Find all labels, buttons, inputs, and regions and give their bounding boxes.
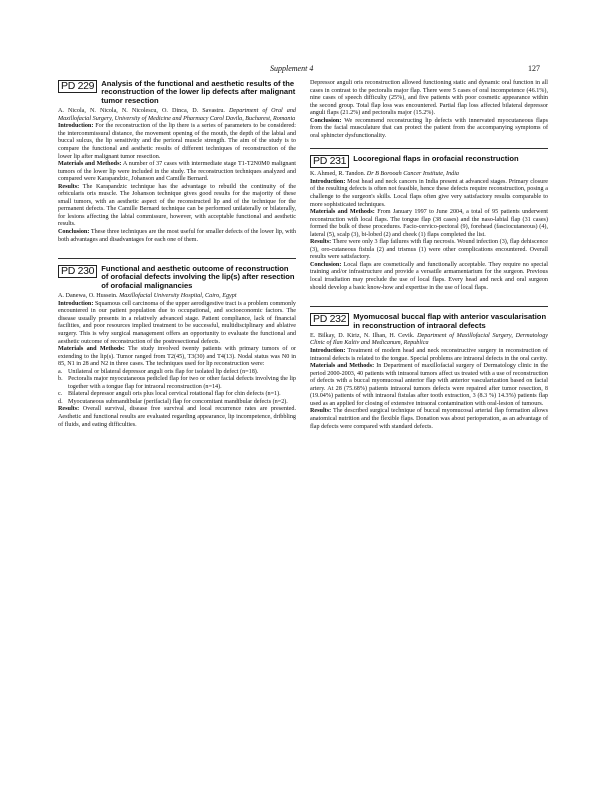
abstract-authors bbox=[58, 108, 296, 123]
section-text: The described surgical technique of buccal myomucosal arterial flap formation allows anatomical nutrition and the flexible flaps. Donation was about perioperation, as an advantage of flap defects were compared with standard defects. bbox=[310, 408, 548, 430]
list-text: Bilateral depressor anguli oris plus local cervical rotational flap for chin defects (n=1). bbox=[68, 391, 281, 398]
abstract-code: PD 232 bbox=[310, 313, 349, 326]
section-label: Results: bbox=[310, 408, 332, 415]
section-text: For the reconstruction of the lip there is a series of parameters to be considered: the intercommissural distance, the movement opening of the mouth, the depth of the labial and buccal sulcus, the lip sensitivity and the perioral muscle strength. The aim of the study is to compare the functional and aesthetic results of different techniques of reconstruction of the lower lip after malignant tumor resection. bbox=[58, 123, 296, 160]
left-column bbox=[58, 80, 296, 443]
section-text: These three techniques are the most useful for smaller defects of the lower lip, with both advantages and disadvantages for each one of them. bbox=[58, 228, 296, 243]
abstract-code: PD 231 bbox=[310, 155, 349, 168]
section-text: Treatment of modern head and neck reconstructive surgery in reconstruction of intraoral defects is related to the tongue. Special problems are intraoral defects in the oral cavity. bbox=[310, 348, 548, 362]
author-list: K. Ahmed, R. Tandon. bbox=[310, 171, 366, 178]
list-marker: c. bbox=[58, 391, 63, 398]
author-list: A. Danewa, O. Hussein. bbox=[58, 293, 118, 300]
section-text: There were only 3 flap failures with flap necrosis. Wound infection (3), flap dehiscence (3), oro-cutaneous fistula (2) and trismus (1) were other complications encountered. Overall results were satisfactory. bbox=[310, 239, 548, 261]
abstract-introduction bbox=[310, 348, 548, 363]
section-label: Results: bbox=[58, 406, 80, 413]
section-label: Introduction: bbox=[310, 348, 346, 355]
abstract-results bbox=[310, 408, 548, 431]
abstract-results bbox=[310, 239, 548, 262]
abstract-methods bbox=[310, 209, 548, 239]
abstract-results bbox=[58, 184, 296, 229]
author-affiliation: Dr B Borooah Cancer Institute, India bbox=[366, 171, 459, 178]
section-text: In Department of maxillofacial surgery of Dermatology clinic in the period 2000-2003, 40 patients with intraoral tumors affect us treated with a use of reconstruction of defects with a buccal myomucosal anterior flap with anterior vascularization based on facial artery. At 28 (75.68%) patients intraoral tumors defects were repaired after tumor resection, 8 (19.04%) patients of with intraoral fistulas after tooth extraction, 3 (8.3 %) 14.3%) patients flap used as an applied for closing of extensive intraoral contamination with oral-lesion of tumours. bbox=[310, 363, 548, 407]
abstract-heading bbox=[310, 313, 548, 330]
abstract-pd232 bbox=[310, 306, 548, 431]
section-label: Materials and Methods: bbox=[310, 363, 375, 370]
list-marker: d. bbox=[58, 398, 63, 405]
abstract-methods bbox=[310, 363, 548, 408]
section-text: We recommend reconstructing lip defects with innervated myocutaneous flaps from the facial musculature that can protect the patient from the accompanying symptoms of oral sphincter dysfunctionality. bbox=[310, 117, 548, 139]
section-label: Materials and Methods: bbox=[58, 346, 125, 353]
abstract-title: Analysis of the functional and aesthetic results of the reconstruction of the lower lip defects after malignant tumor resection bbox=[101, 79, 296, 105]
right-column bbox=[310, 80, 548, 445]
section-label: Introduction: bbox=[58, 123, 94, 130]
abstract-authors bbox=[310, 333, 548, 348]
abstract-code: PD 229 bbox=[58, 80, 97, 93]
section-text: Most head and neck cancers in India present at advanced stages. Primary closure of the resulting defects is often not feasible, hence these defects require reconstruction, posing a challenge to the surgeon's skills. Local flaps often give very satisfactory results comparable to more sophisticated techniques. bbox=[310, 178, 548, 208]
section-label: Materials and Methods: bbox=[310, 209, 375, 216]
abstract-methods bbox=[58, 346, 296, 369]
section-label: Introduction: bbox=[310, 178, 346, 185]
section-label: Conclusion: bbox=[58, 228, 90, 235]
abstract-heading bbox=[58, 265, 296, 290]
list-marker: a. bbox=[58, 368, 63, 375]
list-text: Pectoralis major myocutaneous pedicled flap for two or other facial defects involving the lip together with a tongue flap for intraoral reconstruction (n=14). bbox=[68, 376, 296, 390]
abstract-introduction bbox=[58, 301, 296, 346]
section-text: The study involved twenty patients with primary tumors of or extending to the lip(s). Tumor ranged from T2(45), T3(30) and T4(13). Nodal status was N0 in 85, N1 in 28 and N2 in three cases. The techniques used for lip reconstruction were: bbox=[58, 346, 296, 368]
author-affiliation: Maxillofacial University Hospital, Cairo, Egypt bbox=[119, 293, 237, 300]
abstract-pd230 bbox=[58, 258, 296, 429]
list-text: Myocutaneous submandibular (perifacial) flap for concomitant mandibular defects (n=2). bbox=[68, 398, 288, 405]
continued-results: Depressor anguli oris reconstruction allowed functioning static and dynamic oral function in all cases in contrast to the pectoralis major flap. There were 5 cases of oral incompetence (46.1%), nine cases of speech difficulty (25%), and five patients with poor cosmetic appearance within the second group. Total flap loss was encountered. Partial flap loss affected bilateral depressor anguli flaps (21.2%) and pectoralis major (15.2%). bbox=[310, 80, 548, 117]
section-text: Squamous cell carcinoma of the upper aerodigestive tract is a problem commonly encountered in our patient population due to occupational, and socioeconomic factors. The disease usually presents in a relatively advanced stage. Patient compliance, lack of financial facilities, and poor resources implied treatment to be successful, multidisciplinary and ablative surgery. This is why surgical management offers an opportunity to evaluate the functional and aesthetic outcome of reconstruction of the postresectional defects. bbox=[58, 300, 296, 345]
abstract-results bbox=[58, 406, 296, 429]
section-label: Conclusion: bbox=[310, 117, 342, 124]
abstract-title: Functional and aesthetic outcome of reconstruction of orofacial defects involving the lip(s) after resection of orofacial malignancies bbox=[101, 264, 295, 290]
continued-conclusion bbox=[310, 118, 548, 141]
abstract-heading bbox=[310, 155, 548, 168]
page-number: 127 bbox=[528, 64, 540, 73]
abstract-authors bbox=[58, 293, 296, 301]
abstract-introduction bbox=[58, 123, 296, 161]
section-text: Overall survival, disease free survival and local recurrence rates are presented. Aesthetic and functional results are evaluated regarding appearance, lip incompetence, dribbling of fluids, and eating difficulties. bbox=[58, 406, 296, 428]
list-marker: b. bbox=[58, 376, 63, 383]
technique-list bbox=[58, 369, 296, 407]
section-text: A number of 37 cases with intermediate stage T1-T2N0M0 malignant tumors of the lower lip were included in the study. The reconstruction techniques analyzed and compared were Karapandzic, Johanson and Camille Bernard. bbox=[58, 161, 296, 183]
list-text: Unilateral or bilateral depressor anguli oris flap for isolated lip defect (n=18). bbox=[68, 368, 259, 375]
abstract-title: Myomucosal buccal flap with anterior vascularisation in reconstruction of intraoral defects bbox=[353, 312, 547, 330]
journal-title: Supplement 4 bbox=[270, 64, 314, 73]
abstract-code: PD 230 bbox=[58, 265, 97, 278]
list-item bbox=[58, 376, 296, 391]
abstract-pd231 bbox=[310, 148, 548, 292]
abstract-pd229 bbox=[58, 80, 296, 244]
abstract-title: Locoregional flaps in orofacial reconstruction bbox=[353, 154, 519, 164]
section-label: Introduction: bbox=[58, 300, 94, 307]
author-affiliation: Department of Maxillofacial Surgery, Dermatology Clinic of Ilan Kaltiv and Medicanum, Republica bbox=[310, 332, 548, 347]
section-text: From January 1997 to June 2004, a total of 95 patients underwent reconstruction with local flaps. The tongue flap (38 cases) and the naso-labial flap (31 cases) formed the bulk of these procedures. Facio-cervico-pectoral (9), forehead (fasciocutaneous) (4), lateral (5), scalp (3), bi-lobed (2) and cheek (1) flaps completed the list. bbox=[310, 209, 548, 238]
abstract-heading bbox=[58, 80, 296, 105]
section-label: Materials and Methods: bbox=[58, 161, 122, 168]
abstract-authors bbox=[310, 171, 548, 179]
page-header bbox=[60, 64, 540, 76]
section-label: Conclusion: bbox=[310, 261, 342, 268]
abstract-introduction bbox=[310, 179, 548, 209]
list-item bbox=[58, 391, 296, 399]
section-label: Results: bbox=[58, 183, 80, 190]
abstract-conclusion bbox=[58, 229, 296, 244]
abstract-methods bbox=[58, 161, 296, 184]
section-label: Results: bbox=[310, 239, 332, 246]
author-list: E. Bilkay, D. Kiriz, N. Ilhan, H. Cevik. bbox=[310, 332, 415, 339]
section-text: The Karapandzic technique has the advantage to rebuild the continuity of the orbicularis oris muscle. The Johanson technique gives good results for the majority of these small tumors, with an aesthetic aspect of the reconstructed lip and of the technique for the permanent defects. The Camille Bernard technique can be performed unilaterally or bilaterally, for lesions affecting the labial commissure, however, with acceptable functional and aesthetic results. bbox=[58, 183, 296, 228]
author-list: A. Nicola, N. Nicola, N. Nicolescu, O. Dinca, D. Savastru. bbox=[58, 108, 225, 115]
abstract-conclusion bbox=[310, 262, 548, 292]
abstract-continuation bbox=[310, 80, 548, 140]
section-text: Local flaps are cosmetically and functionally acceptable. They require no special training and/or infrastructure and provide a versatile armamentarium for the surgeon. Previous local irradiation may preclude the use of local flaps. Every head and neck and oral surgeon should develop a basic know-how and expertise in the use of local flaps. bbox=[310, 261, 548, 291]
author-affiliation: Department of Oral and Maxillofacial Surgery, University of Medicine and Pharmacy Carol Davila, Bucharest, Romania bbox=[58, 108, 296, 122]
